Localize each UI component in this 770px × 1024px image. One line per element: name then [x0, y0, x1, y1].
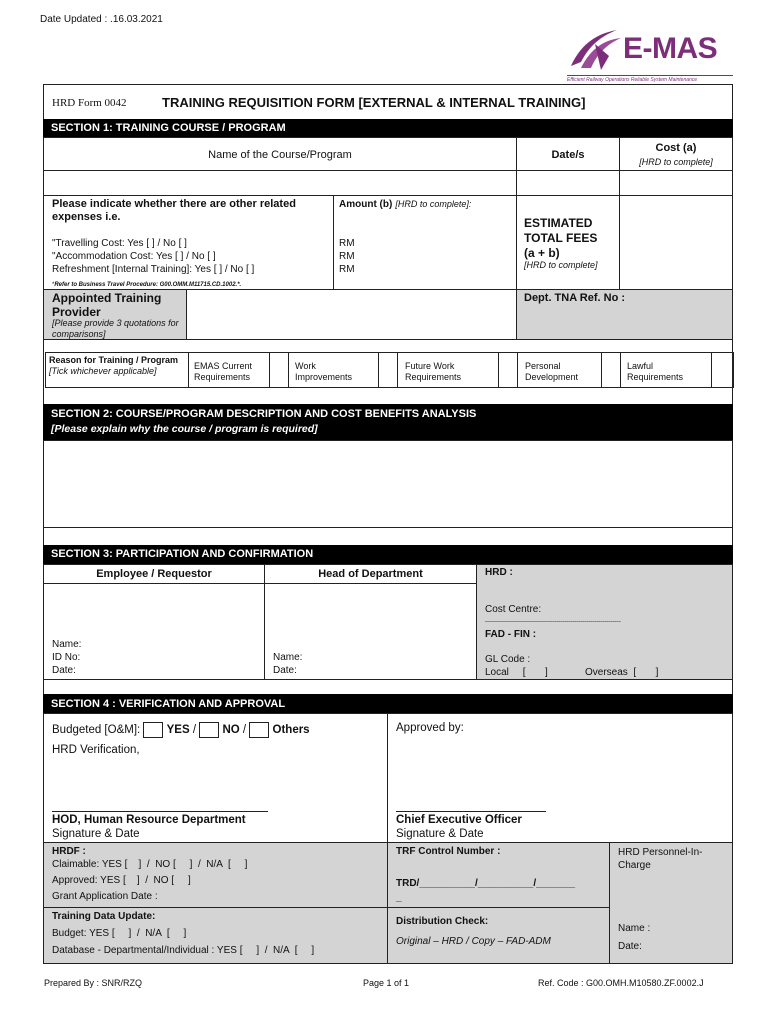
cost-centre-divider: --------------------------------------------------------------------	[485, 619, 621, 625]
hod-signature-field[interactable]	[264, 583, 477, 680]
provider-field[interactable]	[186, 289, 517, 340]
employee-header-label: Employee / Requestor	[96, 568, 212, 580]
hrdf-grant-date: Grant Application Date :	[52, 891, 158, 902]
reason-4-line-1: Personal	[525, 361, 561, 371]
reason-emas-current-checkbox[interactable]	[269, 352, 289, 388]
cost-header	[619, 137, 733, 171]
reason-note: [Tick whichever applicable]	[49, 366, 157, 376]
distribution-cell	[387, 907, 610, 964]
section1-header: SECTION 1: TRAINING COURSE / PROGRAM	[43, 119, 733, 137]
logo-tagline: Efficient Railway Operations Reliable System Maintenance	[567, 75, 733, 83]
cost-field[interactable]	[619, 170, 733, 196]
employee-name-label: Name:	[52, 639, 82, 650]
reason-1-line-1: EMAS Current	[194, 361, 253, 371]
hod-signature-date: Signature & Date	[52, 828, 140, 840]
estimated-line-3: (a + b)	[524, 246, 560, 260]
provider-title: Appointed Training Provider	[52, 291, 162, 319]
expenses-cell	[43, 195, 334, 290]
amount-label: Amount (b)	[339, 199, 393, 210]
hrd-block	[476, 564, 733, 680]
prepared-by: Prepared By : SNR/RZQ	[44, 978, 143, 988]
logo-swoosh-icon	[565, 26, 625, 74]
ref-code: Ref. Code : G00.OMH.M10580.ZF.0002.J	[538, 978, 704, 988]
hod-header	[264, 564, 477, 584]
gl-code-label: GL Code :	[485, 654, 531, 665]
provider-note: [Please provide 3 quotations for comparisons]	[52, 318, 179, 339]
section4-header: SECTION 4 : VERIFICATION AND APPROVAL	[43, 694, 733, 714]
budget-yes-label: YES	[166, 724, 190, 737]
slash-2: /	[242, 724, 247, 737]
page-number: Page 1 of 1	[363, 978, 410, 988]
budget-yes-checkbox[interactable]	[143, 722, 163, 738]
estimated-line-2: TOTAL FEES	[524, 231, 598, 245]
cost-label: Cost (a)	[655, 142, 697, 154]
budgeted-label: Budgeted [O&M]:	[52, 724, 141, 737]
reason-label	[49, 355, 185, 377]
hod-hr-label: HOD, Human Resource Department	[52, 814, 246, 826]
rm-accommodation: RM	[339, 251, 355, 262]
distribution-text: Original – HRD / Copy – FAD-ADM	[396, 936, 551, 947]
accommodation-cost-option[interactable]: "Accommodation Cost: Yes [ ] / No [ ]	[52, 251, 216, 262]
approved-by-label: Approved by:	[396, 722, 464, 734]
hrd-label: HRD :	[485, 567, 513, 578]
tdu-title: Training Data Update:	[52, 911, 156, 922]
estimated-total-field[interactable]	[619, 195, 733, 290]
estimated-total-label	[524, 216, 597, 261]
personnel-label: HRD Personnel-In-Charge	[618, 847, 703, 871]
ceo-signature-date: Signature & Date	[396, 828, 484, 840]
section2-header	[43, 404, 733, 440]
emas-logo	[565, 26, 735, 84]
reason-4-line-2: Development	[525, 372, 579, 382]
section2-title: SECTION 2: COURSE/PROGRAM DESCRIPTION AND COST BENEFITS ANALYSIS	[51, 408, 477, 420]
employee-header	[43, 564, 265, 584]
provider-label-cell	[43, 289, 187, 340]
reason-2-line-1: Work	[295, 361, 316, 371]
hrdf-claimable[interactable]: Claimable: YES [ ] / NO [ ] / N/A [ ]	[52, 859, 248, 870]
reason-title: Reason for Training / Program	[49, 355, 179, 365]
reason-1-line-2: Requirements	[194, 372, 251, 382]
form-number: HRD Form 0042	[52, 97, 127, 109]
business-travel-footnote	[52, 277, 241, 289]
date-updated: Date Updated : .16.03.2021	[40, 14, 163, 25]
budget-no-label: NO	[222, 724, 240, 737]
hod-header-label: Head of Department	[318, 568, 423, 580]
tdu-database[interactable]: Database - Departmental/Individual : YES [ ] / N/A [ ]	[52, 945, 315, 956]
budget-others-label: Others	[272, 724, 310, 737]
reason-3-line-1: Future Work	[405, 361, 455, 371]
amount-heading	[339, 198, 471, 210]
amount-cell	[333, 195, 517, 290]
estimated-line-1: ESTIMATED	[524, 216, 593, 230]
local-option[interactable]: Local [ ]	[485, 667, 548, 678]
estimated-note: [HRD to complete]	[524, 260, 598, 270]
form-title: TRAINING REQUISITION FORM [EXTERNAL & INTERNAL TRAINING]	[162, 95, 586, 110]
hrdf-cell	[43, 842, 388, 908]
reason-lawful	[627, 361, 683, 383]
overseas-option[interactable]: Overseas [ ]	[585, 667, 659, 678]
ceo-signature-line	[396, 811, 546, 812]
hrdf-approved[interactable]: Approved: YES [ ] / NO [ ]	[52, 875, 191, 886]
reason-personal-development	[525, 361, 578, 383]
budget-no-checkbox[interactable]	[199, 722, 219, 738]
course-name-header	[43, 137, 517, 171]
rm-refreshment: RM	[339, 264, 355, 275]
cost-note: [HRD to complete]	[639, 157, 713, 167]
expenses-title: Please indicate whether there are other related expenses i.e.	[52, 198, 296, 223]
reason-work-improvements-checkbox[interactable]	[378, 352, 398, 388]
reason-work-improvements	[295, 361, 352, 383]
personnel-cell	[609, 842, 733, 964]
refreshment-option[interactable]: Refreshment [Internal Training]: Yes [ ] / No [ ]	[52, 264, 255, 275]
slash-1: /	[192, 724, 197, 737]
hrd-verification-label: HRD Verification,	[52, 744, 140, 756]
reason-emas-current	[194, 361, 252, 383]
rm-travel: RM	[339, 238, 355, 249]
tna-ref-label: Dept. TNA Ref. No :	[524, 292, 626, 304]
approval-cell	[387, 713, 733, 843]
course-description-field[interactable]	[43, 440, 733, 528]
course-name-label: Name of the Course/Program	[208, 149, 352, 161]
personnel-date-label: Date:	[618, 941, 642, 952]
fad-fin-label: FAD - FIN :	[485, 629, 537, 640]
reason-personal-development-checkbox[interactable]	[601, 352, 621, 388]
reason-future-work	[405, 361, 461, 383]
training-data-update-cell	[43, 907, 388, 964]
employee-id-label: ID No:	[52, 652, 81, 663]
logo-text: E-MAS	[623, 32, 718, 65]
reason-3-line-2: Requirements	[405, 372, 462, 382]
travel-cost-option[interactable]: "Travelling Cost: Yes [ ] / No [ ]	[52, 238, 187, 249]
budgeted-row	[52, 722, 310, 738]
reason-5-line-2: Requirements	[627, 372, 684, 382]
employee-date-label: Date:	[52, 665, 76, 676]
hrdf-title: HRDF :	[52, 846, 86, 857]
trf-cell	[387, 842, 610, 908]
footnote-text: Refer to Business Travel Procedure: G00.OMM.M11715.CD.1002.*.	[54, 282, 242, 288]
cost-centre-label: Cost Centre:	[485, 604, 542, 615]
budget-others-checkbox[interactable]	[249, 722, 269, 738]
footnote-mark: *	[52, 282, 55, 288]
trd-number-tail: _	[396, 892, 402, 903]
section2-subtitle: [Please explain why the course / program is required]	[51, 423, 318, 435]
reason-2-line-2: Improvements	[295, 372, 353, 382]
dates-field[interactable]	[516, 170, 620, 196]
trf-control-label: TRF Control Number :	[396, 846, 501, 857]
section3-header: SECTION 3: PARTICIPATION AND CONFIRMATION	[43, 545, 733, 564]
estimated-total-cell	[516, 195, 620, 290]
hod-name-label: Name:	[273, 652, 303, 663]
employee-signature-field[interactable]	[43, 583, 265, 680]
personnel-name-label: Name :	[618, 923, 651, 934]
hod-signature-line	[52, 811, 268, 812]
tdu-budget[interactable]: Budget: YES [ ] / N/A [ ]	[52, 928, 187, 939]
amount-note: [HRD to complete]:	[395, 199, 472, 209]
tna-ref-cell	[516, 289, 733, 340]
trd-number-field[interactable]: TRD/__________/__________/_______	[396, 878, 576, 889]
distribution-title: Distribution Check:	[396, 916, 489, 927]
reason-divider	[188, 352, 189, 388]
reason-5-line-1: Lawful	[627, 361, 654, 371]
reason-lawful-checkbox[interactable]	[711, 352, 733, 388]
reason-future-work-checkbox[interactable]	[498, 352, 518, 388]
hrd-verification-cell	[43, 713, 388, 843]
dates-header	[516, 137, 620, 171]
ceo-label: Chief Executive Officer	[396, 814, 522, 826]
course-name-field[interactable]	[43, 170, 517, 196]
hod-date-label: Date:	[273, 665, 297, 676]
dates-label: Date/s	[551, 149, 585, 161]
